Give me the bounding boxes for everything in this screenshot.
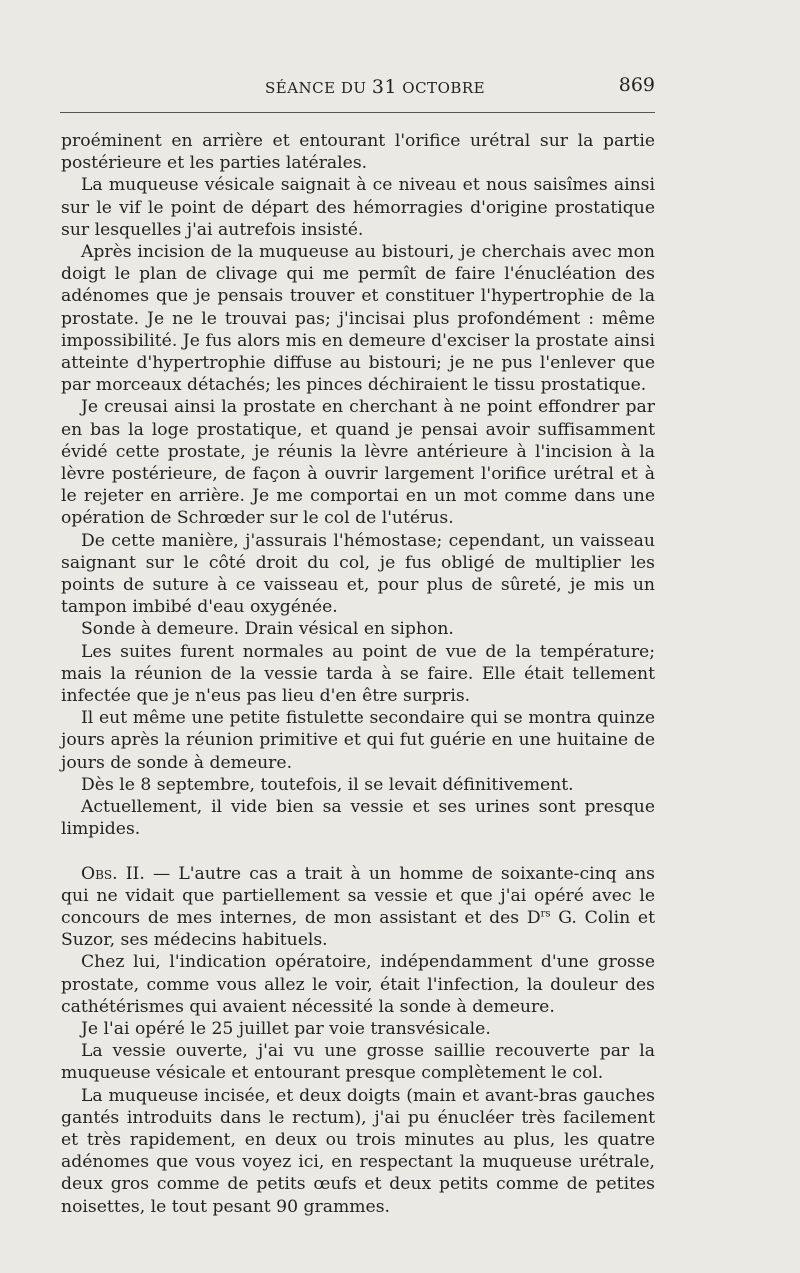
paragraph: La muqueuse vésicale saignait à ce niveau et nous saisîmes ainsi sur le vif le point de départ des hémorragies d'origine prostatique sur lesquelles j'ai autrefois insisté. (61, 175, 655, 240)
header-title (265, 76, 485, 98)
paragraph: Je l'ai opéré le 25 juillet par voie transvésicale. (81, 1018, 491, 1039)
header-title-suffix: OCTOBRE (397, 79, 486, 97)
paragraph: proéminent en arrière et entourant l'orifice urétral sur la partie postérieure et les parties latérales. (61, 131, 655, 174)
paragraph: Chez lui, l'indication opératoire, indépendamment d'une grosse prostate, comme vous allez le voir, était l'infection, la douleur des cathétérismes qui avaient nécessité la sonde à demeure. (61, 952, 655, 1017)
paragraph: La muqueuse incisée, et deux doigts (main et avant-bras gauches gantés introduits dans le rectum), j'ai pu énucléer très facilement et très rapidement, en deux ou trois minutes au plus, les quatre adénomes que vous voyez ici, en respectant la muqueuse urétrale, deux gros comme de petits œufs et deux petits comme de petites noisettes, le tout pesant 90 grammes. (61, 1085, 655, 1217)
observation-text-start: — L'autre cas a trait à un homme de soixante-cinq ans qui ne vidait que partiellement sa vessie et que j'ai opéré avec le concours de mes internes, de mon assistant et des D (61, 863, 655, 928)
section-gap (61, 841, 655, 863)
observation-text-end: G. Colin et Suzor, ses médecins habituels. (61, 907, 655, 951)
observation-superscript: rs (540, 908, 551, 920)
paragraph: Sonde à demeure. Drain vésical en siphon. (81, 619, 454, 640)
paragraph: Il eut même une petite fistulette secondaire qui se montra quinze jours après la réunion primitive et qui fut guérie en une huitaine de jours de sonde à demeure. (61, 708, 655, 773)
page-number: 869 (618, 74, 655, 96)
paragraph: La vessie ouverte, j'ai vu une grosse saillie recouverte par la muqueuse vésicale et entourant presque complètement le col. (61, 1041, 655, 1084)
observation-label: Obs. II. (81, 863, 145, 884)
header-title-day: 31 (371, 76, 398, 98)
paragraph: De cette manière, j'assurais l'hémostase; cependant, un vaisseau saignant sur le côté droit du col, je fus obligé de multiplier les points de suture à ce vaisseau et, pour plus de sûreté, je mis un tampon imbibé d'eau oxygénée. (61, 530, 655, 618)
header-rule (60, 112, 655, 113)
body-text (61, 130, 655, 1218)
paragraph: Les suites furent normales au point de vue de la température; mais la réunion de la vessie tarda à se faire. Elle était tellement infectée que je n'eus pas lieu d'en être surpris. (61, 641, 655, 707)
header-title-prefix: SÉANCE DU (265, 79, 372, 97)
paragraph: Dès le 8 septembre, toutefois, il se levait définitivement. (81, 774, 574, 795)
running-header (60, 76, 655, 102)
observation-paragraph (61, 863, 655, 952)
paragraph: Actuellement, il vide bien sa vessie et ses urines sont presque limpides. (61, 797, 655, 840)
paragraph: Après incision de la muqueuse au bistouri, je cherchais avec mon doigt le plan de clivage qui me permît de faire l'énucléation des adénomes que je pensais trouver et constituer l'hypertrophie de la prostate. Je ne le trouvai pas; j'incisai plus profondément : même impossibilité. Je fus alors mis en demeure d'exciser la prostate ainsi atteinte d'hypertrophie diffuse au bistouri; je ne pus l'enlever que par morceaux détachés; les pinces déchiraient le tissu prostatique. (61, 242, 655, 396)
paragraph: Je creusai ainsi la prostate en cherchant à ne point effondrer par en bas la loge prostatique, et quand je pensai avoir suffisamment évidé cette prostate, je réunis la lèvre antérieure à l'incision à la lèvre postérieure, de façon à ouvrir largement l'orifice urétral et à le rejeter en arrière. Je me comportai en un mot comme dans une opération de Schrœder sur le col de l'utérus. (61, 397, 655, 529)
